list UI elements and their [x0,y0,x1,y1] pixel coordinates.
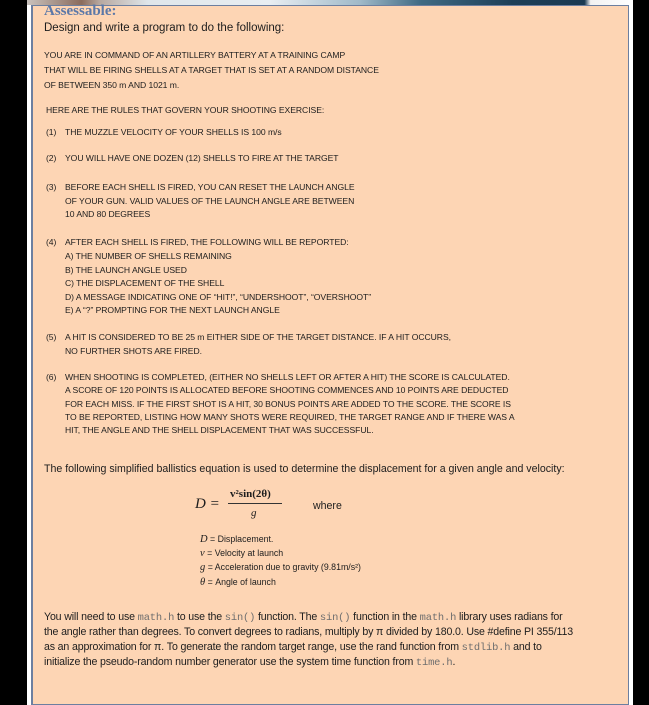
rule-text: NO FURTHER SHOTS ARE FIRED. [65,346,202,356]
rule-number: (6) [46,372,57,382]
rule-text: THE MUZZLE VELOCITY OF YOUR SHELLS IS 100 m/s [65,127,282,137]
rule-subitem: E) A “?” PROMPTING FOR THE NEXT LAUNCH ANGLE [65,305,280,315]
definition-item: v = Velocity at launch [200,548,284,559]
scenario-line: OF BETWEEN 350 m AND 1021 m. [44,80,180,90]
rule-text: WHEN SHOOTING IS COMPLETED, (EITHER NO SHELLS LEFT OR AFTER A HIT) THE SCORE IS CALCULATED. [65,372,510,382]
equation-denominator: g [251,507,257,519]
rule-subitem: B) THE LAUNCH ANGLE USED [65,265,187,275]
rule-number: (2) [46,153,57,163]
rule-text: A HIT IS CONSIDERED TO BE 25 m EITHER SIDE OF THE TARGET DISTANCE. IF A HIT OCCURS, [65,332,451,342]
code-time-h: time.h [415,657,453,669]
code-math-h: math.h [419,612,457,624]
rule-text: FOR EACH MISS. IF THE FIRST SHOT IS A HIT, 30 BONUS POINTS ARE ADDED TO THE SCORE. THE SCORE IS [65,399,511,409]
definition-item: θ = Angle of launch [200,577,276,588]
section-title: Assessable: [44,3,117,19]
notes-line: You will need to use math.h to use the sin() function. The sin() function in the math.h library uses radians for [44,611,563,624]
notes-line: as an approximation for π. To generate the random target range, use the rand function from stdlib.h and to [44,641,542,654]
rule-number: (4) [46,237,57,247]
rules-heading: HERE ARE THE RULES THAT GOVERN YOUR SHOOTING EXERCISE: [46,105,325,115]
scenario-line: THAT WILL BE FIRING SHELLS AT A TARGET THAT IS SET AT A RANDOM DISTANCE [44,65,379,75]
equation-where: where [313,500,342,512]
rule-text: A SCORE OF 120 POINTS IS ALLOCATED BEFORE SHOOTING COMMENCES AND 10 POINTS ARE DEDUCTED [65,385,509,395]
rule-number: (5) [46,332,57,342]
code-sin: sin() [319,612,351,624]
intro-text: Design and write a program to do the following: [44,22,285,34]
code-stdlib-h: stdlib.h [461,642,511,654]
code-math-h: math.h [137,612,175,624]
definition-item: D = Displacement. [200,534,274,545]
fraction-bar [228,503,282,504]
rule-text: YOU WILL HAVE ONE DOZEN (12) SHELLS TO FIRE AT THE TARGET [65,153,339,163]
scenario-line: YOU ARE IN COMMAND OF AN ARTILLERY BATTERY AT A TRAINING CAMP [44,50,346,60]
rule-number: (3) [46,182,57,192]
equation-lhs: D = [195,496,220,512]
equation-intro: The following simplified ballistics equation is used to determine the displacement for a given angle and velocity: [44,463,565,475]
definition-item: g = Acceleration due to gravity (9.81m/s²) [200,562,361,573]
rule-subitem: A) THE NUMBER OF SHELLS REMAINING [65,251,232,261]
rule-number: (1) [46,127,57,137]
equation-numerator: v²sin(2θ) [230,488,271,500]
rule-subitem: C) THE DISPLACEMENT OF THE SHELL [65,278,225,288]
rule-subitem: D) A MESSAGE INDICATING ONE OF “HIT!”, “UNDERSHOOT”, “OVERSHOOT” [65,292,372,302]
code-sin: sin() [224,612,256,624]
rule-text: 10 AND 80 DEGREES [65,209,151,219]
rule-text: TO BE REPORTED, LISTING HOW MANY SHOTS WERE REQUIRED, THE TARGET RANGE AND IF THERE WAS A [65,412,515,422]
rule-text: BEFORE EACH SHELL IS FIRED, YOU CAN RESET THE LAUNCH ANGLE [65,182,355,192]
rule-text: OF YOUR GUN. VALID VALUES OF THE LAUNCH ANGLE ARE BETWEEN [65,196,355,206]
rule-text: HIT, THE ANGLE AND THE SHELL DISPLACEMENT THAT WAS SUCCESSFUL. [65,425,374,435]
notes-line: the angle rather than degrees. To convert degrees to radians, multiply by π divided by 180.0. Use #define PI 355/113 [44,626,573,638]
notes-line: initialize the pseudo-random number generator use the system time function from time.h. [44,656,456,669]
rule-text: AFTER EACH SHELL IS FIRED, THE FOLLOWING WILL BE REPORTED: [65,237,349,247]
